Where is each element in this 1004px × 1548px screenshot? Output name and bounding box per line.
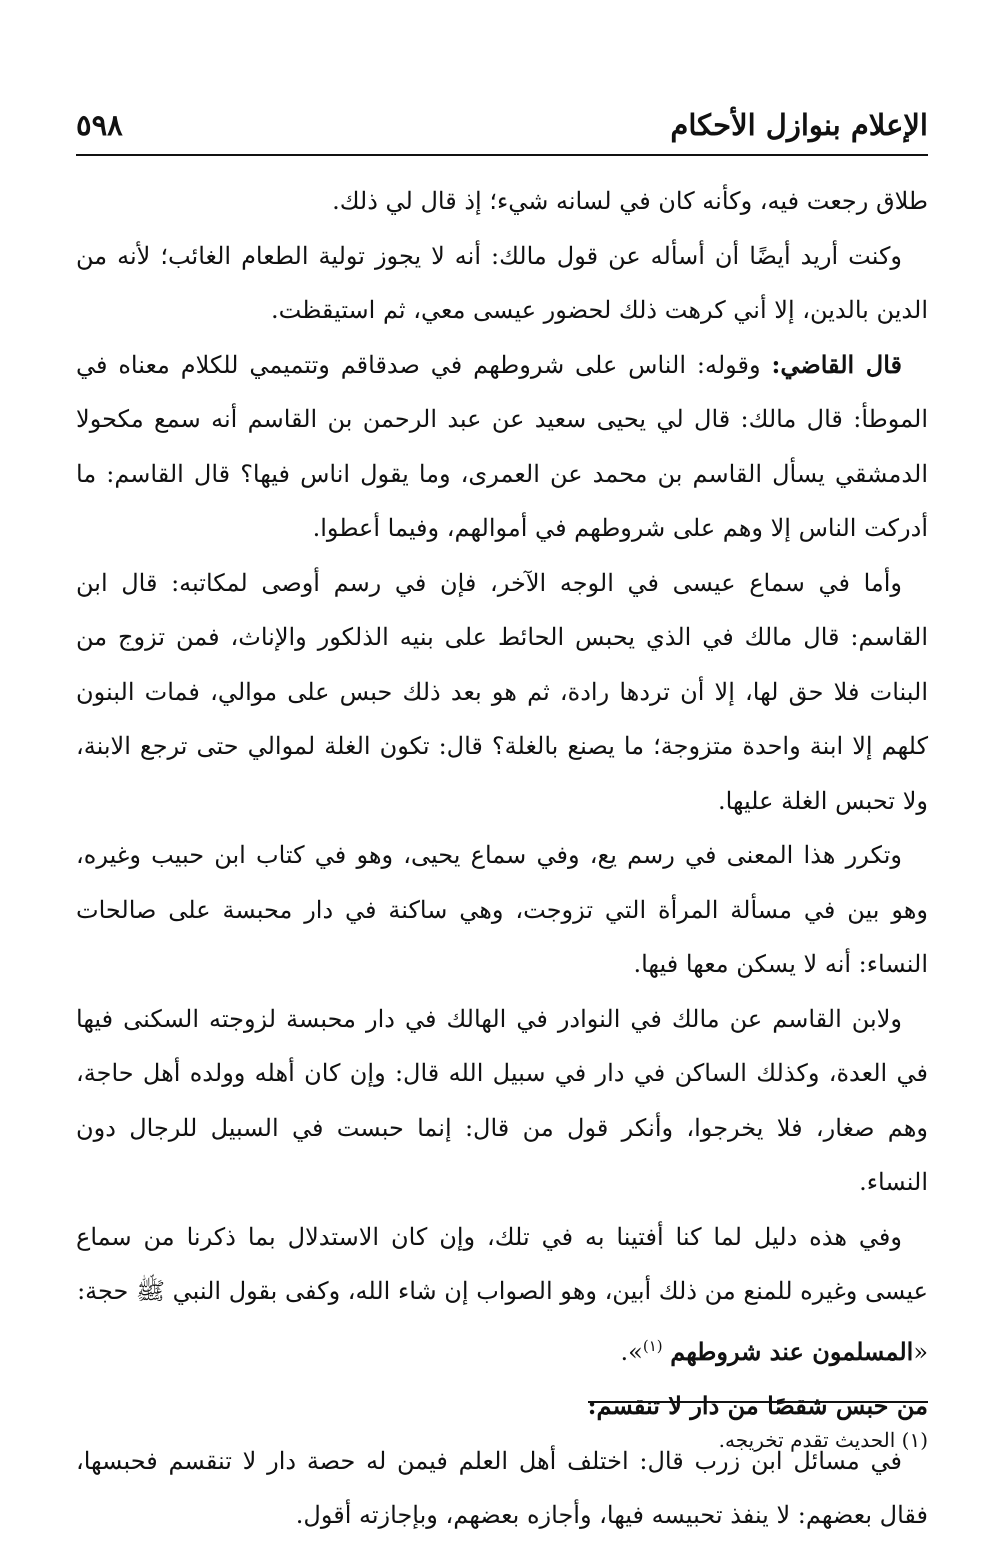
paragraph-3 bbox=[76, 338, 928, 556]
page-header bbox=[76, 104, 928, 154]
paragraph-text: وقوله: الناس على شروطهم في صدقاقم وتتميمي للكلام معناه في الموطأ: قال مالك: قال لي يحيى سعيد عن عبد الرحمن بن القاسم أنه سمع مكحولا الدمشقي يسأل القاسم بن محمد عن العمرى، وما يقول اناس فيها؟ قال القاسم: ما أدركت الناس إلا وهم على شروطهم في أموالهم، وفيما أعطوا. bbox=[76, 350, 928, 542]
footnote-ref: (١) bbox=[642, 1336, 663, 1355]
quote-close-mark: ». bbox=[620, 1337, 643, 1366]
hadith-text: المسلمون عند شروطهم bbox=[670, 1336, 914, 1366]
paragraph-4 bbox=[76, 556, 928, 829]
hadith-quote bbox=[76, 1319, 928, 1380]
main-text bbox=[76, 174, 928, 1543]
paragraph-text: وكنت أريد أيضًا أن أسأله عن قول مالك: أنه لا يجوز تولية الطعام الغائب؛ لأنه من الدين بالدين، إلا أني كرهت ذلك لحضور عيسى معي، ثم استيقظت. bbox=[76, 241, 928, 324]
paragraph-text: طلاق رجعت فيه، وكأنه كان في لسانه شيء؛ إذ قال لي ذلك. bbox=[332, 187, 928, 215]
paragraph-6 bbox=[76, 992, 928, 1210]
paragraph-text: وتكرر هذا المعنى في رسم يع، وفي سماع يحيى، وهو في كتاب ابن حبيب وغيره، وهو بين في مسألة المرأة التي تزوجت، وهي ساكنة في دار محبسة على صالحات النساء: أنه لا يسكن معها فيها. bbox=[76, 841, 929, 978]
paragraph-5 bbox=[76, 828, 928, 992]
paragraph-2 bbox=[76, 229, 928, 338]
paragraph-text: في مسائل ابن زرب قال: اختلف أهل العلم فيمن له حصة دار لا تنقسم فحبسها، فقال بعضهم: لا ينفذ تحبيسه فيها، وأجازه بعضهم، وبإجازته أقول. bbox=[76, 1446, 928, 1529]
paragraph-7 bbox=[76, 1210, 928, 1319]
paragraph-1 bbox=[76, 174, 928, 229]
page-number: ٥٩٨ bbox=[76, 108, 123, 142]
paragraph-text: وفي هذه دليل لما كنا أفتينا به في تلك، وإن كان الاستدلال بما ذكرنا من سماع عيسى وغيره للمنع من ذلك أبين، وهو الصواب إن شاء الله، وكفى بقول النبي ﷺ حجة: bbox=[76, 1222, 928, 1305]
running-title: الإعلام بنوازل الأحكام bbox=[670, 108, 928, 142]
quote-open-mark: « bbox=[913, 1337, 928, 1366]
footnote-rule bbox=[588, 1401, 928, 1403]
header-rule bbox=[76, 154, 928, 156]
section-heading: من حبس شقصًا من دار لا تنقسم: bbox=[587, 1391, 928, 1420]
paragraph-text: وأما في سماع عيسى في الوجه الآخر، فإن في رسم أوصى لمكاتبه: قال ابن القاسم: قال مالك في الذي يحبس الحائط على بنيه الذلكور والإناث، فمن تزوج من البنات فلا حق لها، إلا أن تردها رادة، ثم هو بعد ذلك حبس على موالي، فمات البنون كلهم إلا ابنة واحدة متزوجة؛ ما يصنع بالغلة؟ قال: تكون الغلة لموالي حتى ترجع الابنة، ولا تحبس الغلة عليها. bbox=[76, 568, 928, 815]
paragraph-lead: قال القاضي: bbox=[771, 349, 902, 379]
paragraph-text: ولابن القاسم عن مالك في النوادر في الهالك في دار محبسة لزوجته السكنى فيها في العدة، وكذلك الساكن في دار في سبيل الله قال: وإن كان أهله وولده أهل حاجة، وهم صغار، فلا يخرجوا، وأنكر قول من قال: إنما حبست في السبيل للرجال دون النساء. bbox=[76, 1004, 928, 1196]
footnote: (١) الحديث تقدم تخريجه. bbox=[718, 1428, 928, 1452]
